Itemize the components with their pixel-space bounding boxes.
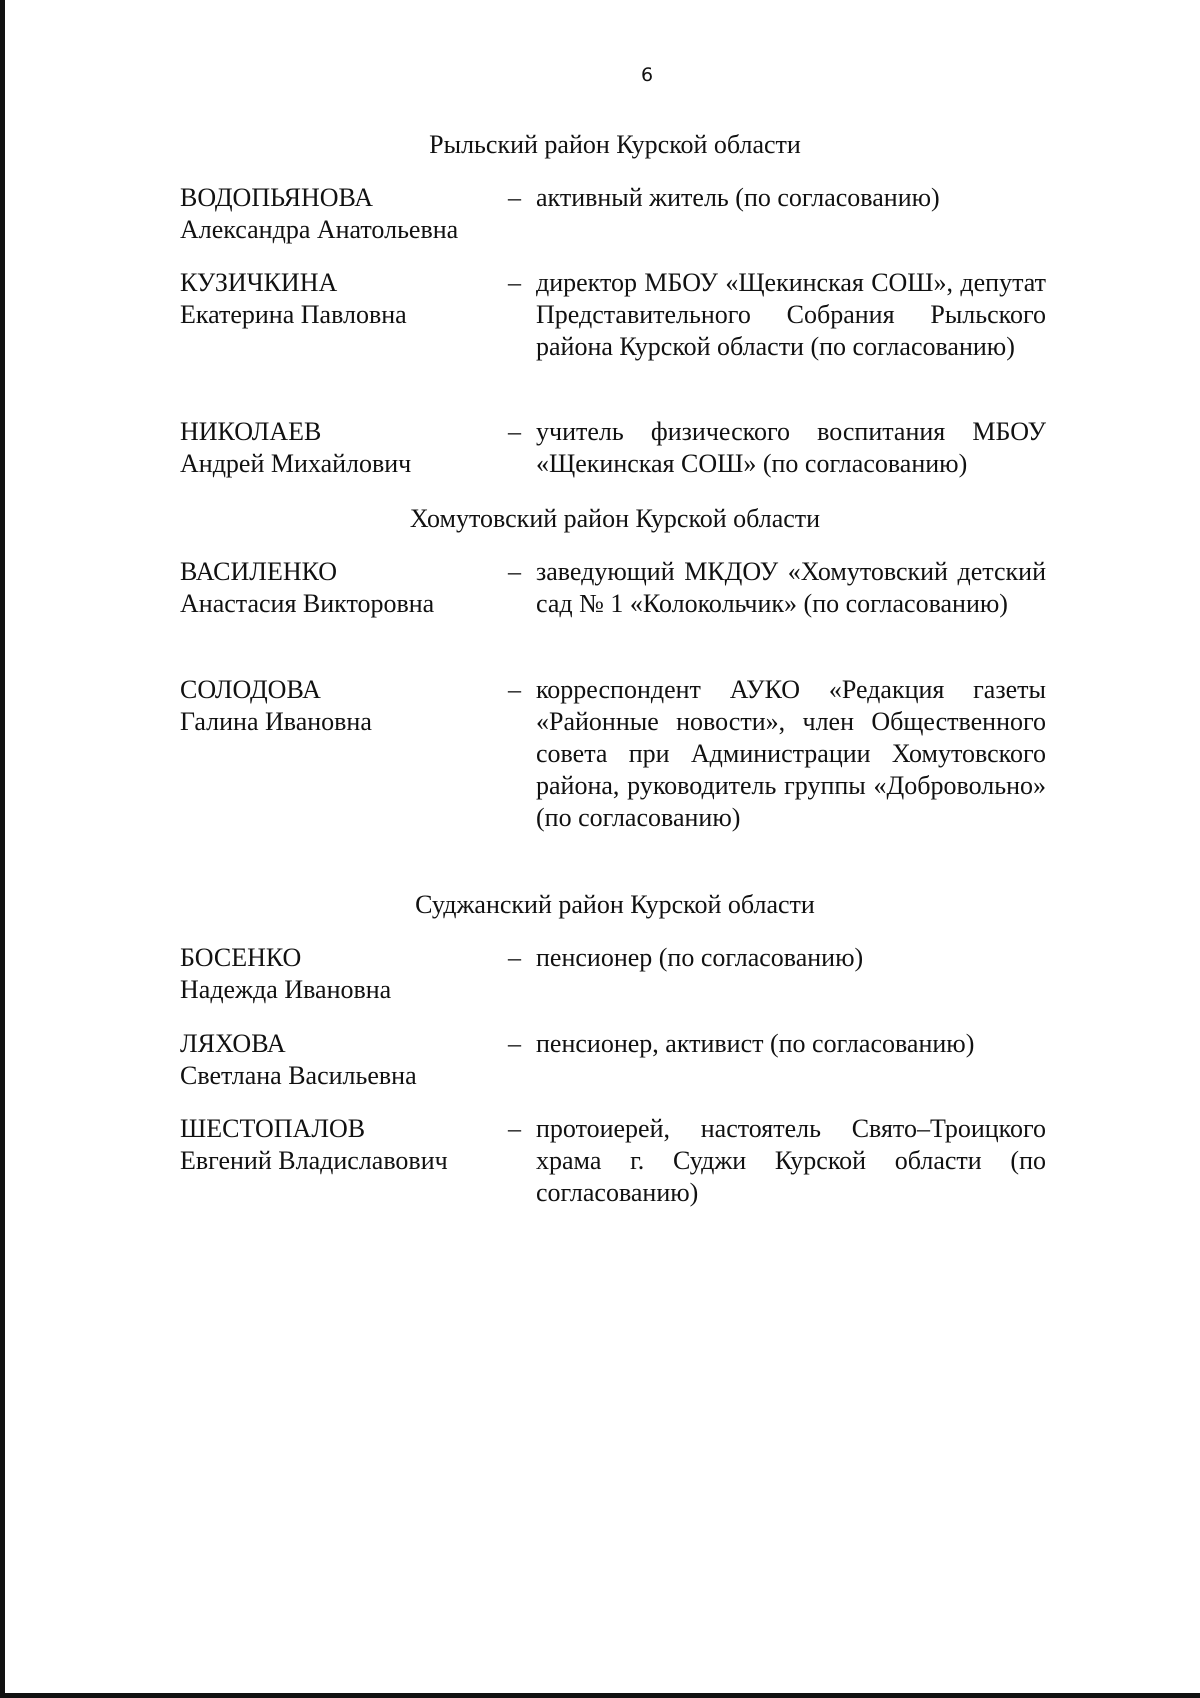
member-role: заведующий МКДОУ «Хомутовский детский сад № 1 «Колокольчик» (по согласованию) (536, 557, 1046, 618)
member-given-name: Александра Анатольевна (180, 215, 459, 244)
section-heading-khomutovka: Хомутовский район Курской области (409, 504, 821, 533)
member-name (180, 267, 500, 331)
member-surname: ШЕСТОПАЛОВ (180, 1114, 366, 1143)
section-heading-rylsk: Рыльский район Курской области (429, 130, 801, 159)
member-name (180, 942, 500, 1006)
page-number: 6 (640, 64, 654, 86)
member-given-name: Екатерина Павловна (180, 300, 407, 329)
member-given-name: Галина Ивановна (180, 707, 372, 736)
member-surname: ВАСИЛЕНКО (180, 557, 338, 586)
member-surname: БОСЕНКО (180, 943, 302, 972)
member-given-name: Андрей Михайлович (180, 449, 412, 478)
member-surname: КУЗИЧКИНА (180, 268, 338, 297)
member-name (180, 182, 500, 246)
member-role: корреспондент АУКО «Редакция газеты «Районные новости», член Общественного совета при Администрации Хомутовского района, руководитель группы «Добровольно» (по согласованию) (536, 675, 1046, 832)
member-name (180, 1113, 500, 1177)
member-role: активный житель (по согласованию) (536, 183, 940, 212)
member-surname: НИКОЛАЕВ (180, 417, 322, 446)
member-given-name: Анастасия Викторовна (180, 589, 435, 618)
member-name (180, 416, 500, 480)
dash-separator: – (508, 943, 521, 972)
member-surname: СОЛОДОВА (180, 675, 321, 704)
member-role: учитель физического воспитания МБОУ «Щекинская СОШ» (по согласованию) (536, 417, 1046, 478)
member-role: директор МБОУ «Щекинская СОШ», депутат Представительного Собрания Рыльского района Курской области (по согласованию) (536, 268, 1046, 361)
member-role: протоиерей, настоятель Свято–Троицкого храма г. Суджи Курской области (по согласованию) (536, 1114, 1046, 1207)
dash-separator: – (508, 1029, 521, 1058)
dash-separator: – (508, 557, 521, 586)
member-surname: ЛЯХОВА (180, 1029, 286, 1058)
member-given-name: Надежда Ивановна (180, 975, 392, 1004)
scan-border-bottom (0, 1693, 1200, 1698)
dash-separator: – (508, 675, 521, 704)
member-role: пенсионер, активист (по согласованию) (536, 1029, 975, 1058)
member-name (180, 674, 500, 738)
member-given-name: Светлана Васильевна (180, 1061, 417, 1090)
member-role: пенсионер (по согласованию) (536, 943, 864, 972)
dash-separator: – (508, 183, 521, 212)
dash-separator: – (508, 268, 521, 297)
member-name (180, 1028, 500, 1092)
dash-separator: – (508, 1114, 521, 1143)
member-given-name: Евгений Владиславович (180, 1146, 448, 1175)
member-surname: ВОДОПЬЯНОВА (180, 183, 374, 212)
dash-separator: – (508, 417, 521, 446)
section-heading-sudzha: Суджанский район Курской области (415, 890, 815, 919)
scan-border-left (0, 0, 5, 1698)
member-name (180, 556, 500, 620)
